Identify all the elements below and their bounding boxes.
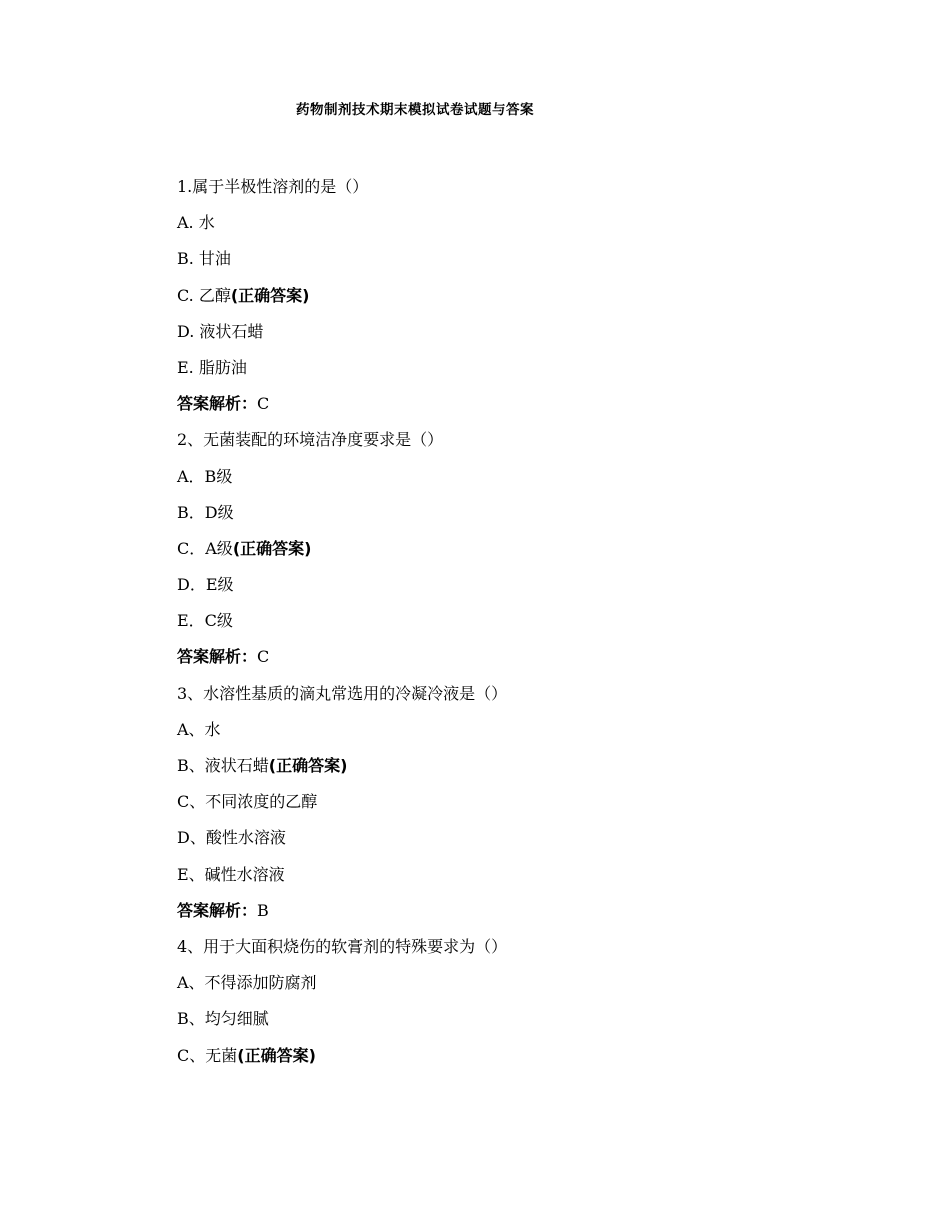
- correct-answer-tag: (正确答案): [268, 756, 348, 775]
- answer-analysis: [177, 899, 877, 935]
- question-stem: 1.属于半极性溶剂的是（）: [177, 177, 369, 196]
- option: E、碱性水溶液: [177, 864, 285, 884]
- analysis-label: 答案解析：: [177, 394, 258, 414]
- page-title: 药物制剂技术期末模拟试卷试题与答案: [296, 102, 534, 118]
- correct-answer-tag: (正确答案): [230, 285, 310, 305]
- option: D、酸性水溶液: [177, 828, 286, 848]
- option: A、水: [177, 719, 221, 739]
- answer-analysis: [177, 392, 877, 428]
- question-stem: 2、无菌装配的环境洁净度要求是（）: [177, 430, 444, 450]
- option-correct: C. 乙醇(正确答案): [177, 285, 310, 305]
- option: D．E级: [177, 575, 234, 595]
- correct-answer-tag: (正确答案): [237, 1045, 316, 1065]
- question-stem: 3、水溶性基质的滴丸常选用的冷凝冷液是（）: [177, 683, 508, 703]
- analysis-label: 答案解析：: [177, 647, 258, 667]
- option-correct: C、无菌(正确答案): [177, 1045, 316, 1065]
- option: B．D级: [177, 502, 234, 522]
- option: C、不同浓度的乙醇: [177, 792, 318, 812]
- question-list: [177, 175, 877, 1080]
- option: A．B级: [177, 466, 233, 486]
- option: D. 液状石蜡: [177, 321, 264, 341]
- analysis-value: C: [257, 647, 270, 667]
- answer-analysis: [177, 645, 877, 681]
- question-stem: 4、用于大面积烧伤的软膏剂的特殊要求为（）: [177, 936, 508, 956]
- correct-answer-tag: (正确答案): [232, 538, 312, 558]
- option: A. 水: [177, 213, 215, 233]
- analysis-value: B: [257, 900, 269, 920]
- analysis-label: 答案解析：: [177, 900, 258, 920]
- option: B. 甘油: [177, 249, 231, 269]
- option-correct: B、液状石蜡(正确答案): [177, 756, 348, 775]
- option-correct: C．A级(正确答案): [177, 538, 312, 558]
- option: E．C级: [177, 611, 233, 631]
- option: E. 脂肪油: [177, 357, 247, 377]
- option: A、不得添加防腐剂: [177, 973, 317, 993]
- option: B、均匀细腻: [177, 1009, 269, 1029]
- analysis-value: C: [257, 394, 270, 414]
